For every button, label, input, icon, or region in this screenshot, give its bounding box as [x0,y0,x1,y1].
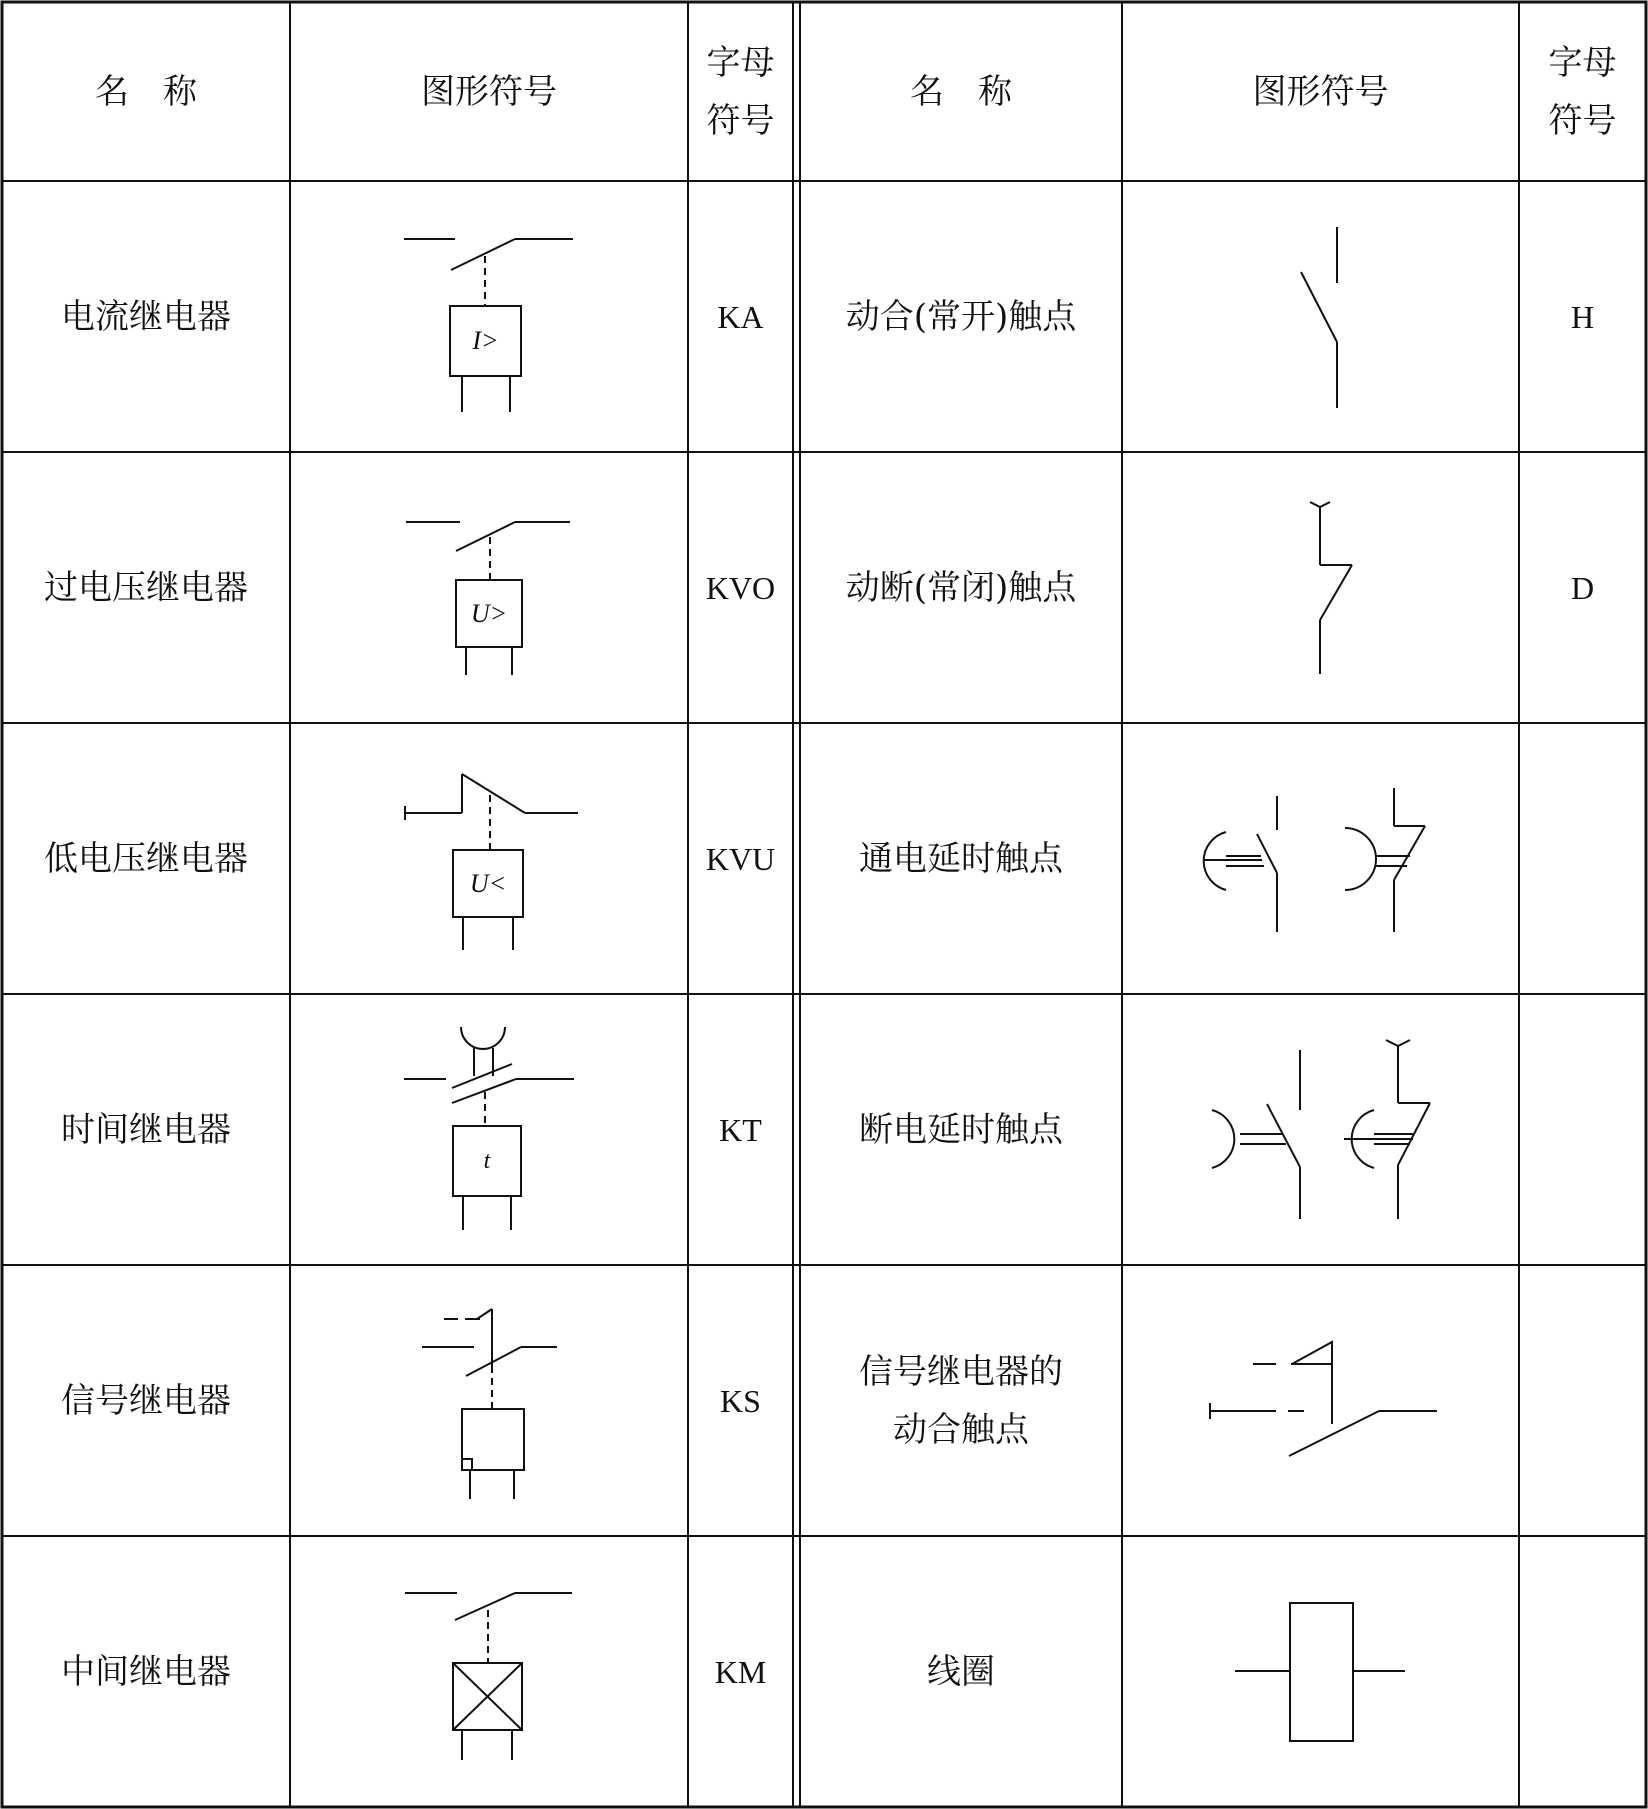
left-row-name: 中间继电器 [61,1651,231,1692]
right-row-name-line2: 动合触点 [893,1409,1029,1450]
coil-icon [1235,1603,1405,1741]
header-name-left: 名 称 [95,71,197,112]
undervoltage-relay-box-label: U< [469,868,507,898]
left-row-name: 电流继电器 [61,296,231,337]
right-row-name [800,1265,1122,1536]
on-delay-contact-icon [1203,788,1425,932]
header-symbol-left: 图形符号 [421,71,557,112]
right-row-name: 动合(常开)触点 [845,296,1077,337]
left-row-name: 时间继电器 [61,1109,231,1150]
right-row-name-line1: 信号继电器的 [859,1351,1063,1392]
off-delay-contact-icon [1212,1040,1430,1219]
left-row-code: KM [714,1653,767,1690]
left-row-code: KVU [705,840,776,877]
header-letter-left [688,2,793,181]
header-letter-right [1519,2,1646,181]
left-row-code: KVO [705,569,776,606]
right-row-name: 断电延时触点 [859,1109,1063,1150]
right-row-code: D [1570,569,1595,606]
left-row-code: KS [720,1382,761,1419]
left-row-name: 信号继电器 [61,1380,231,1421]
left-row-name: 过电压继电器 [44,567,248,608]
left-row-name: 低电压继电器 [44,838,248,879]
right-row-name: 动断(常闭)触点 [845,567,1077,608]
normally-closed-contact-icon [1310,502,1352,674]
current-relay-box-label: I> [472,326,499,355]
signal-relay-icon [422,1309,557,1499]
signal-relay-contact-icon [1210,1342,1437,1456]
header-name-right: 名 称 [910,71,1012,112]
right-row-code: H [1570,298,1595,335]
right-row-name: 线圈 [927,1651,995,1692]
header-letter-line1: 字母 [1548,42,1617,83]
header-symbol-right: 图形符号 [1252,71,1389,112]
normally-open-contact-icon [1301,227,1337,408]
header-letter-line1: 字母 [706,42,775,83]
left-row-code: KA [717,298,764,335]
intermediate-relay-icon [405,1593,572,1760]
overvoltage-relay-box-label: U> [470,598,508,628]
header-letter-line2: 符号 [706,100,775,141]
left-row-code: KT [719,1111,762,1148]
right-row-name: 通电延时触点 [859,838,1063,879]
header-letter-line2: 符号 [1548,100,1617,141]
time-relay-box-label: t [483,1148,491,1174]
